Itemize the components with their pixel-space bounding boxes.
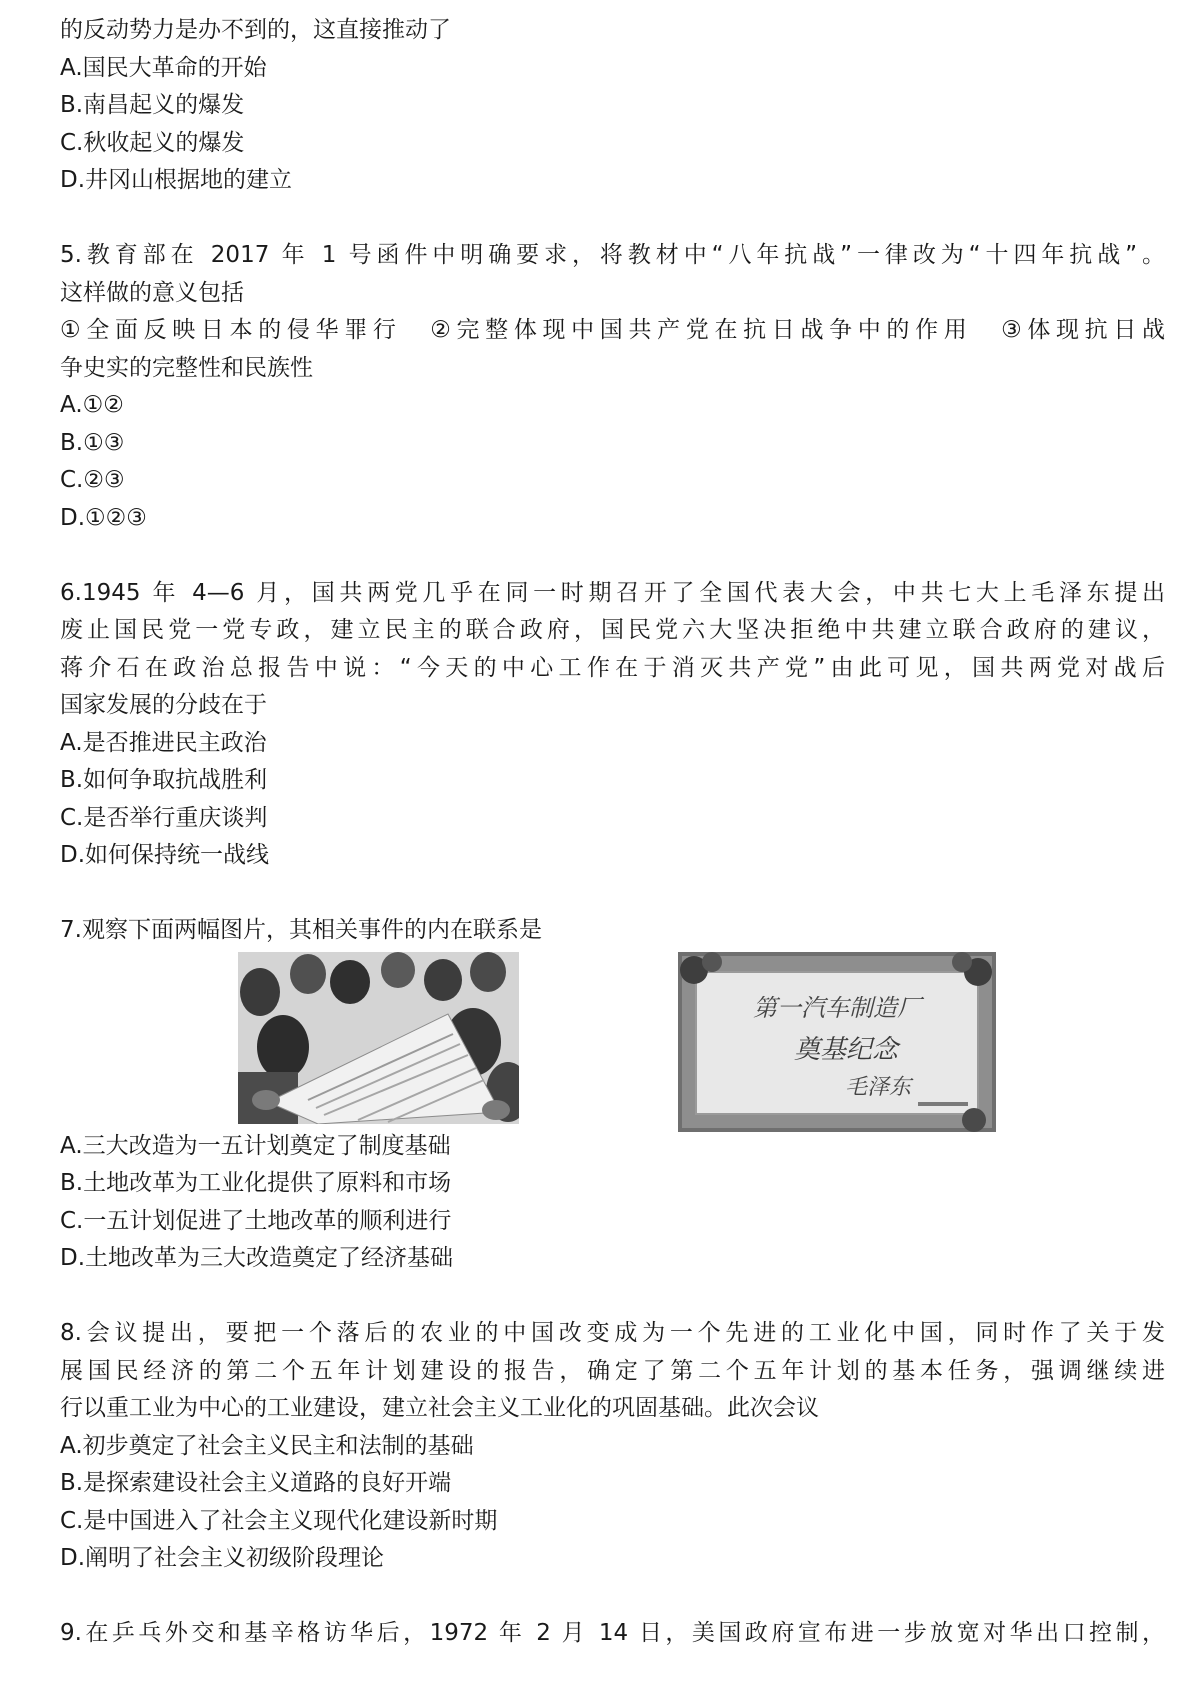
q6-stem-line-3: 蒋介石在政治总报告中说：“今天的中心工作在于消灭共产党”由此可见，国共两党对战后 <box>60 654 1165 681</box>
q4-stem-tail: 的反动势力是办不到的，这直接推动了 <box>60 17 451 43</box>
exam-page <box>60 12 1165 1653</box>
q6-stem-line-2: 废止国民党一党专政，建立民主的联合政府，国民党六大坚决拒绝中共建立联合政府的建议， <box>60 617 1165 643</box>
foundation-stone-inscription-image <box>678 952 996 1132</box>
q6-option-c: C.是否举行重庆谈判 <box>60 804 268 831</box>
q4-option-b: B.南昌起义的爆发 <box>60 92 245 118</box>
q6-option-b: B.如何争取抗战胜利 <box>60 767 268 793</box>
spacer <box>60 1278 1165 1316</box>
inscription-line-2: 奠基纪念 <box>793 1034 899 1065</box>
crowd-with-proclamation-image <box>238 952 519 1124</box>
spacer <box>60 537 1165 575</box>
q7-option-d: D.土地改革为三大改造奠定了经济基础 <box>60 1245 454 1271</box>
q4-option-c: C.秋收起义的爆发 <box>60 129 245 156</box>
inscription-line-1: 第一汽车制造厂 <box>753 993 921 1022</box>
q5-option-b: B.①③ <box>60 429 125 456</box>
q7-option-c: C.一五计划促进了土地改革的顺利进行 <box>60 1207 452 1234</box>
q8-option-d: D.阐明了社会主义初级阶段理论 <box>60 1545 385 1571</box>
spacer <box>60 875 1165 913</box>
q6-stem-line-1: 6.1945 年 4—6 月，国共两党几乎在同一时期召开了全国代表大会，中共七大上毛泽东提出 <box>60 579 1165 606</box>
q7-stem: 7.观察下面两幅图片，其相关事件的内在联系是 <box>60 917 542 943</box>
q6-option-a: A.是否推进民主政治 <box>60 729 267 756</box>
q8-option-b: B.是探索建设社会主义道路的良好开端 <box>60 1470 452 1496</box>
q7-option-a: A.三大改造为一五计划奠定了制度基础 <box>60 1132 451 1159</box>
faw-foundation-stone-photo <box>678 952 996 1132</box>
q8-stem-line-3: 行以重工业为中心的工业建设，建立社会主义工业化的巩固基础。此次会议 <box>60 1395 819 1421</box>
q9-stem-line-1: 9.在乒乓外交和基辛格访华后，1972 年 2 月 14 日，美国政府宣布进一步放宽对华出口控制， <box>60 1620 1165 1646</box>
spacer <box>60 1578 1165 1616</box>
q8-stem-line-2: 展国民经济的第二个五年计划建设的报告，确定了第二个五年计划的基本任务，强调继续进 <box>60 1357 1165 1384</box>
spacer <box>60 200 1165 238</box>
inscription-signature: 毛泽东 <box>844 1074 912 1100</box>
q6-stem-line-4: 国家发展的分歧在于 <box>60 692 267 718</box>
q8-option-c: C.是中国进入了社会主义现代化建设新时期 <box>60 1507 498 1534</box>
q7-option-b: B.土地改革为工业化提供了原料和市场 <box>60 1170 452 1196</box>
q5-option-d: D.①②③ <box>60 504 147 531</box>
q5-stem-line-1: 5.教育部在 2017 年 1 号函件中明确要求，将教材中“八年抗战”一律改为“十四年抗战”。 <box>60 242 1165 268</box>
q5-stem-line-3: ①全面反映日本的侵华罪行 ②完整体现中国共产党在抗日战争中的作用 ③体现抗日战 <box>60 317 1165 343</box>
q5-stem-line-2: 这样做的意义包括 <box>60 279 244 306</box>
q4-option-d: D.井冈山根据地的建立 <box>60 167 293 193</box>
q5-stem-line-4: 争史实的完整性和民族性 <box>60 354 313 381</box>
q4-option-a: A.国民大革命的开始 <box>60 54 267 81</box>
photo-spacer <box>60 950 1165 1128</box>
q5-option-c: C.②③ <box>60 467 125 493</box>
q8-stem-line-1: 8.会议提出，要把一个落后的农业的中国改变成为一个先进的工业化中国，同时作了关于发 <box>60 1320 1165 1346</box>
q6-option-d: D.如何保持统一战线 <box>60 842 270 868</box>
land-reform-photo <box>238 952 519 1124</box>
q8-option-a: A.初步奠定了社会主义民主和法制的基础 <box>60 1432 474 1459</box>
q5-option-a: A.①② <box>60 392 124 418</box>
